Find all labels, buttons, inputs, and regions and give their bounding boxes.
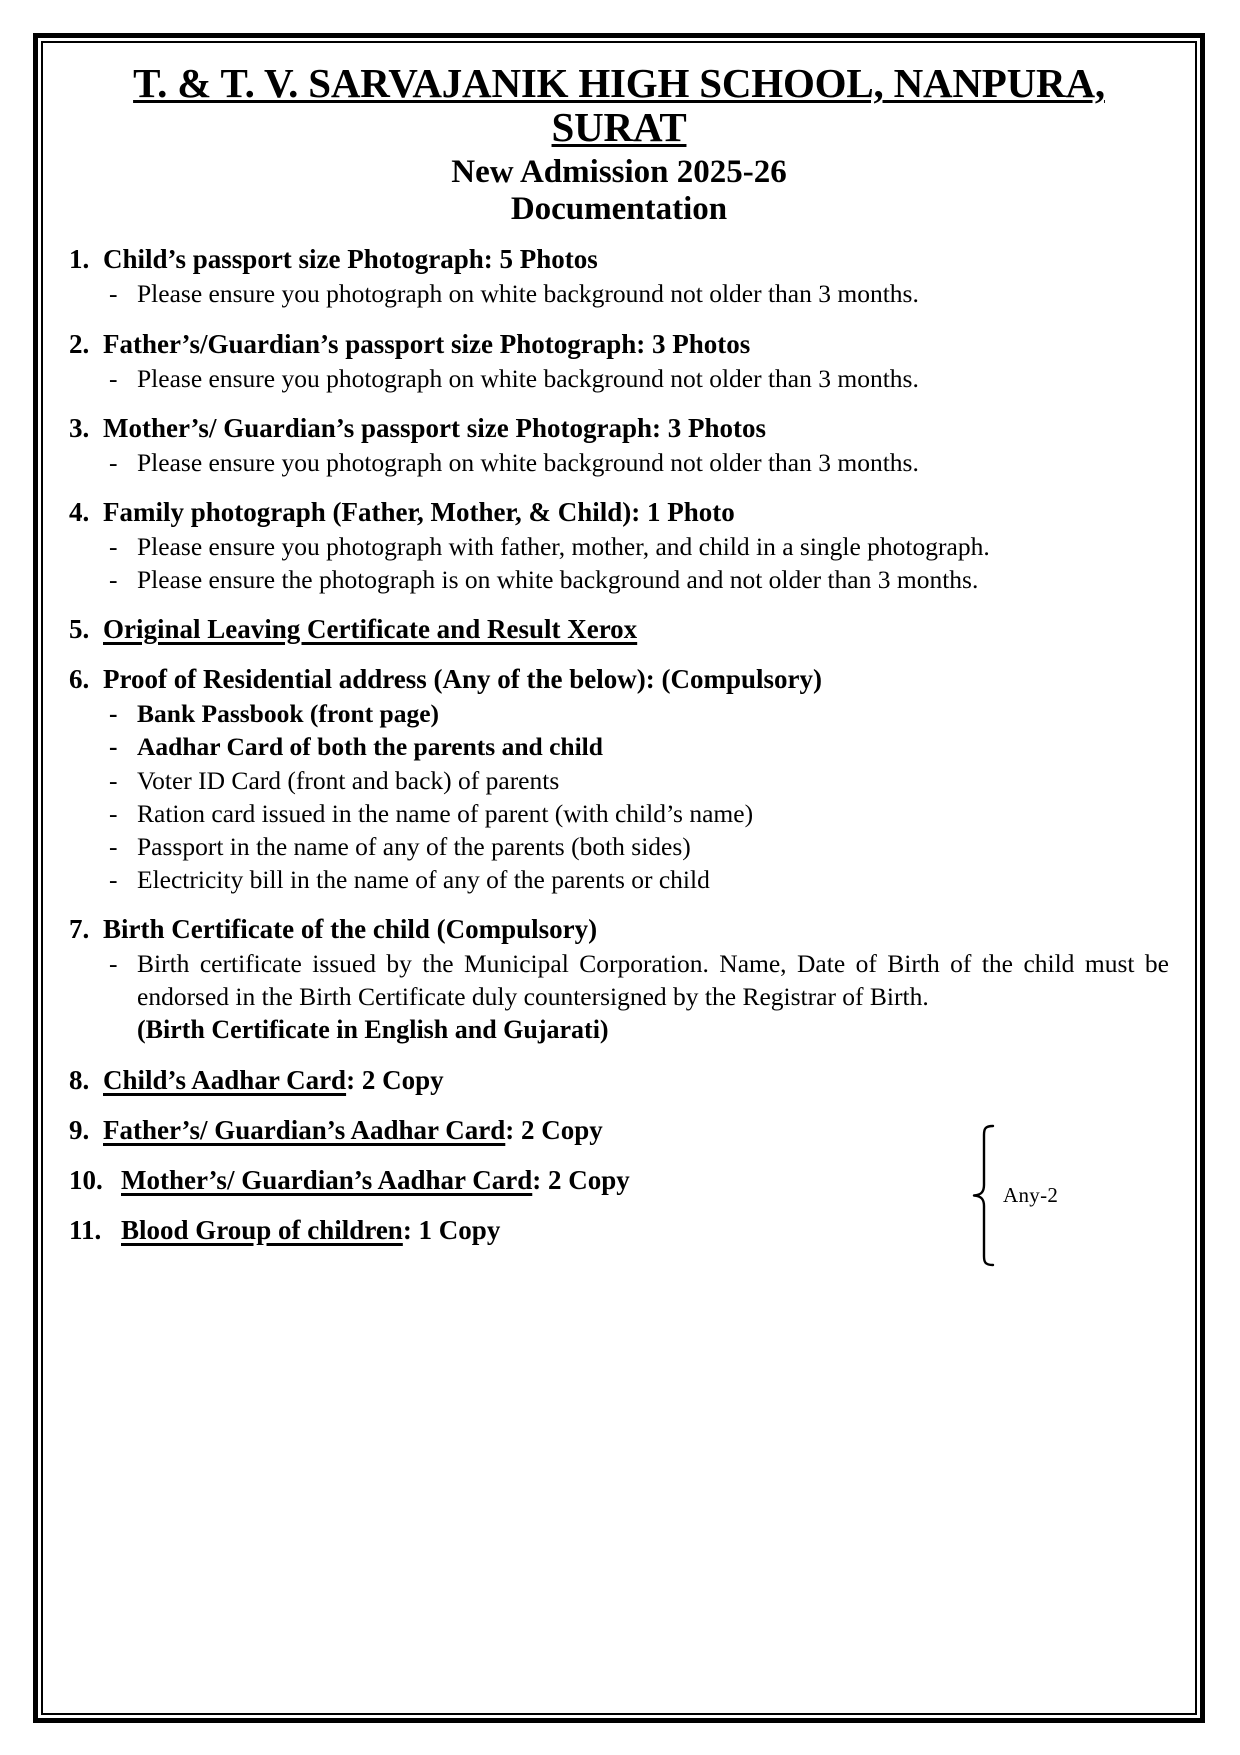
requirement-sub-item <box>103 947 1169 1013</box>
requirement-body <box>121 1163 1169 1197</box>
requirement-title-underlined: Original Leaving Certificate and Result Xerox <box>103 614 638 645</box>
admission-year-line: New Admission 2025-26 <box>451 153 787 190</box>
requirement-sub-text: Please ensure you photograph on white background not older than 3 months. <box>137 447 919 477</box>
requirement-title <box>103 327 1169 361</box>
requirement-number: 9. <box>69 1115 90 1146</box>
requirement-sub-text: Please ensure you photograph on white background not older than 3 months. <box>137 363 919 393</box>
requirement-title-tail: : 2 Copy <box>505 1115 603 1146</box>
requirement-number: 3. <box>69 412 90 443</box>
school-name-line1: T. & T. V. SARVAJANIK HIGH SCHOOL, NANPURA, <box>133 60 1105 106</box>
requirement-item <box>69 1063 1169 1097</box>
any-two-label: Any-2 <box>1003 1183 1059 1207</box>
requirement-body <box>103 662 1169 896</box>
requirement-title-text: Father’s/Guardian’s passport size Photograph: 3 Photos <box>103 328 751 359</box>
requirement-title-underlined: Mother’s/ Guardian’s Aadhar Card <box>121 1165 533 1196</box>
school-name-line2: SURAT <box>551 104 687 151</box>
requirement-sub-list <box>103 277 1169 310</box>
requirement-item <box>69 495 1169 596</box>
requirement-item <box>69 912 1169 1047</box>
requirement-body <box>103 912 1169 1047</box>
requirement-sub-text: Please ensure the photograph is on white background and not older than 3 months. <box>137 565 979 595</box>
requirement-sub-item <box>103 530 1169 563</box>
requirement-sub-list <box>103 446 1169 479</box>
requirement-number: 2. <box>69 328 90 359</box>
requirement-sub-text: Passport in the name of any of the parents (both sides) <box>137 831 691 861</box>
requirement-number: 11. <box>69 1215 102 1246</box>
requirement-sub-list <box>103 947 1169 1013</box>
requirement-sub-item <box>103 563 1169 596</box>
requirement-title <box>121 1213 1169 1247</box>
requirement-sub-list <box>103 362 1169 395</box>
requirement-number: 1. <box>69 244 90 275</box>
requirement-title-text: Proof of Residential address (Any of the below): (Compulsory) <box>103 664 822 695</box>
requirement-item <box>69 242 1169 310</box>
bullet-dash-icon: - <box>109 565 118 595</box>
requirement-item <box>69 1213 1169 1247</box>
requirement-body <box>103 242 1169 310</box>
requirement-sub-text: Voter ID Card (front and back) of parents <box>137 765 560 795</box>
school-name <box>69 61 1169 150</box>
requirement-title <box>103 242 1169 276</box>
requirement-sub-text: Bank Passbook (front page) <box>137 699 440 729</box>
document-page-frame <box>33 33 1205 1723</box>
requirement-title <box>103 495 1169 529</box>
requirement-number: 6. <box>69 664 90 695</box>
requirement-title <box>103 1063 1169 1097</box>
requirement-number: 8. <box>69 1065 90 1096</box>
requirement-title-tail: : 2 Copy <box>346 1065 444 1096</box>
requirement-sub-item <box>103 830 1169 863</box>
documentation-requirements-list <box>69 242 1169 1247</box>
document-header <box>69 61 1169 228</box>
requirement-number: 10. <box>69 1165 103 1196</box>
requirement-sub-item <box>103 797 1169 830</box>
requirement-number: 4. <box>69 496 90 527</box>
requirement-body <box>103 612 1169 646</box>
requirement-sub-list <box>103 530 1169 596</box>
requirement-item <box>69 327 1169 395</box>
requirement-sub-item <box>103 362 1169 395</box>
requirement-sub-text: Electricity bill in the name of any of the parents or child <box>137 864 710 894</box>
requirement-sub-item <box>103 446 1169 479</box>
requirement-title <box>121 1163 1169 1197</box>
bullet-dash-icon: - <box>109 798 118 828</box>
requirement-sub-text: Please ensure you photograph on white background not older than 3 months. <box>137 279 919 309</box>
requirement-item <box>69 662 1169 896</box>
requirement-sub-item <box>103 764 1169 797</box>
requirement-item <box>69 1113 1169 1147</box>
bullet-dash-icon: - <box>109 732 118 762</box>
requirement-title-text: Family photograph (Father, Mother, & Child): 1 Photo <box>103 496 735 527</box>
requirement-item <box>69 411 1169 479</box>
bullet-dash-icon: - <box>109 864 118 894</box>
requirement-sub-item <box>103 863 1169 896</box>
requirement-sub-text: Ration card issued in the name of parent (with child’s name) <box>137 798 754 828</box>
requirement-note: (Birth Certificate in English and Gujarati) <box>137 1015 609 1045</box>
requirement-title-underlined: Blood Group of children <box>121 1215 403 1246</box>
requirement-item <box>69 612 1169 646</box>
requirement-sub-list <box>103 697 1169 896</box>
requirement-title <box>103 1113 1169 1147</box>
document-page-inner-frame <box>41 41 1197 1715</box>
requirement-sub-item <box>103 697 1169 730</box>
requirement-title-tail: : 2 Copy <box>532 1165 630 1196</box>
bullet-dash-icon: - <box>109 831 118 861</box>
requirement-body <box>103 327 1169 395</box>
requirement-title-tail: : 1 Copy <box>402 1215 501 1246</box>
requirement-title <box>103 411 1169 445</box>
requirement-item <box>69 1163 1169 1197</box>
requirement-title <box>103 612 1169 646</box>
requirement-sub-text: Aadhar Card of both the parents and child <box>137 732 603 762</box>
bullet-dash-icon: - <box>109 765 118 795</box>
requirement-number: 5. <box>69 614 90 645</box>
requirement-title <box>103 662 1169 696</box>
requirement-sub-item <box>103 277 1169 310</box>
requirement-title-text: Child’s passport size Photograph: 5 Photos <box>103 244 598 275</box>
bullet-dash-icon: - <box>109 531 118 561</box>
requirement-body <box>103 495 1169 596</box>
requirement-body <box>121 1213 1169 1247</box>
bullet-dash-icon: - <box>109 447 118 477</box>
bullet-dash-icon: - <box>109 363 118 393</box>
requirement-body <box>103 411 1169 479</box>
bullet-dash-icon: - <box>109 279 118 309</box>
requirement-body <box>103 1063 1169 1097</box>
requirement-sub-text: Please ensure you photograph with father, mother, and child in a single photograph. <box>137 531 990 561</box>
bullet-dash-icon: - <box>109 699 118 729</box>
requirement-title-text: Birth Certificate of the child (Compulsory) <box>103 914 598 945</box>
requirement-sub-item <box>103 730 1169 763</box>
requirement-sub-text: Birth certificate issued by the Municipal Corporation. Name, Date of Birth of the child must be endorsed in the Birth Certificate duly countersigned by the Registrar of Birth. <box>137 949 1169 1012</box>
requirement-number: 7. <box>69 914 90 945</box>
requirement-title-text: Mother’s/ Guardian’s passport size Photograph: 3 Photos <box>103 412 766 443</box>
requirement-title-underlined: Child’s Aadhar Card <box>103 1065 347 1096</box>
section-title: Documentation <box>510 191 728 228</box>
bullet-dash-icon: - <box>109 949 118 979</box>
requirement-title <box>103 912 1169 946</box>
requirement-title-underlined: Father’s/ Guardian’s Aadhar Card <box>103 1115 506 1146</box>
requirement-body <box>103 1113 1169 1147</box>
